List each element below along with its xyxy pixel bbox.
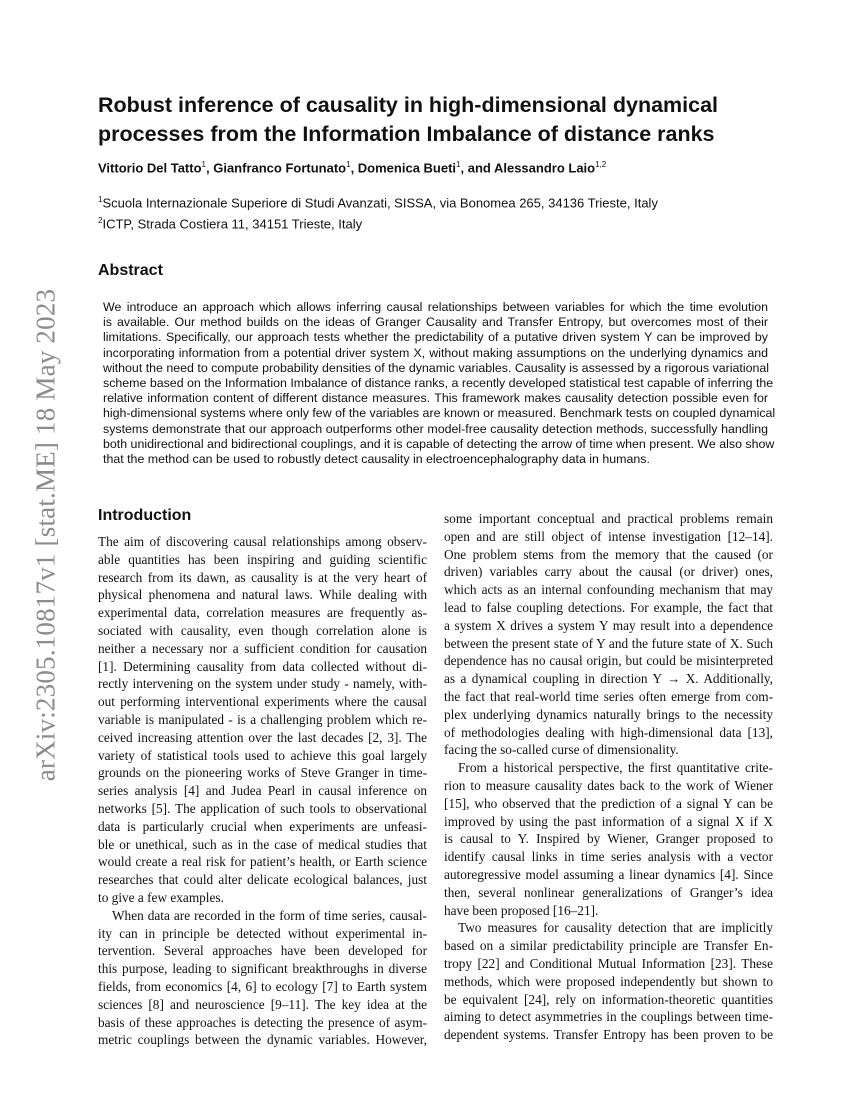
paragraph-line: research from its dawn, as causality is at the very heart of [98, 569, 427, 585]
author-affiliation-mark: 1,2 [595, 160, 607, 169]
paragraph-line: sociated with causality, even though correlation alone is [98, 622, 427, 638]
abstract-line: incorporating information from a potential driver system X, without making assumptions on the underlying dynamics and [103, 345, 768, 360]
paragraph-line: be equivalent [24], rely on information-theoretic quantities [444, 991, 773, 1007]
paragraph-line: is causal to Y. Inspired by Wiener, Granger proposed to [444, 831, 773, 847]
paragraph-line: have been proposed [16–21]. [444, 902, 599, 918]
abstract-line: scheme based on the Information Imbalance of distance ranks, a recently developed statistical test capable of inferring the [103, 376, 774, 391]
abstract-heading: Abstract [98, 262, 163, 279]
paragraph-line: a system X drives a system Y may result into a dependence [444, 617, 773, 633]
paragraph-line: improved by using the past information of a signal X if X [444, 813, 773, 829]
abstract-line: high-dimensional systems where only few of the variables are known or measured. Benchmark tests on coupled dynamical [103, 406, 776, 421]
paragraph [444, 510, 773, 759]
paragraph-line: methods, which were proposed independently but shown to [444, 973, 773, 989]
author-name: and Alessandro Laio [467, 160, 596, 176]
paragraph-line: would create a real risk for patient’s health, or Earth science [98, 854, 427, 870]
paragraph [98, 907, 427, 1049]
affiliation-list [98, 191, 778, 234]
author-list: Vittorio Del Tatto$^1$, Gianfranco Fortunato$^1$, Domenica Bueti$^1$, and Alessandro Laio$^{1,2}$ [98, 160, 607, 176]
paragraph-line: based on a similar predictability principle are Transfer En- [444, 938, 773, 954]
paragraph-line: metric couplings between the dynamic variables. However, [98, 1032, 427, 1048]
abstract-line: systems demonstrate that our approach outperforms other model-free causality detection methods, successfully handling [103, 421, 768, 436]
paragraph-line: rectly intervening on the system under study - namely, with- [98, 676, 427, 692]
author-name: Domenica Bueti [357, 160, 457, 176]
paragraph-line: sciences [8] and neuroscience [9–11]. The key idea at the [98, 996, 427, 1012]
paragraph-line: dependent systems. Transfer Entropy has been proven to be [444, 1027, 773, 1043]
paragraph [444, 759, 773, 919]
paragraph-line: One problem stems from the memory that the caused (or [444, 546, 773, 562]
paragraph-line: to give a few examples. [98, 889, 224, 905]
paragraph-line: out performing interventional experiments where the causal [98, 694, 427, 710]
paragraph [98, 533, 427, 907]
paragraph-line: physical phenomena and natural laws. While dealing with [98, 587, 427, 603]
paragraph-line: able quantities has been inspiring and guiding scientific [98, 551, 427, 567]
paragraph-line: open and are still object of intense investigation [12–14]. [444, 528, 773, 544]
affiliation-text: Scuola Internazionale Superiore di Studi Avanzati, SISSA, via Bonomea 265, 34136 Trieste, Italy [102, 195, 658, 211]
abstract-line: that the method can be used to robustly detect causality in electroencephalography data in humans. [103, 452, 650, 467]
paragraph-line: some important conceptual and practical problems remain [444, 511, 773, 526]
abstract-line: limitations. Specifically, our approach tests whether the predictability of a putative driven system Y can be improved by [103, 330, 768, 345]
paragraph-line: The aim of discovering causal relationships among observ- [98, 534, 427, 549]
arxiv-identifier-text: arXiv:2305.10817v1 [stat.ME] 18 May 2023 [30, 288, 61, 782]
paragraph-line: this purpose, leading to significant breakthroughs in diverse [98, 961, 427, 977]
paragraph-line: [15], who observed that the prediction of a signal Y can be [444, 795, 773, 811]
text-column-right [444, 510, 773, 1044]
author-affiliation-mark: 1 [201, 160, 206, 169]
paragraph-line: then, several nonlinear generalizations of Granger’s idea [444, 884, 773, 900]
arxiv-identifier [0, 0, 61, 782]
paragraph-line: fields, from economics [4, 6] to ecology [7] to Earth system [98, 978, 427, 994]
paragraph-line: as a dynamical coupling in direction Y → X. Additionally, [444, 671, 773, 687]
affiliation [98, 212, 778, 233]
paragraph-line: of methodologies dealing with high-dimensional data [13], [444, 724, 773, 740]
abstract-line: relative information content of different distance measures. This framework makes causality detection possible even for [103, 391, 768, 406]
paragraph-line: ity can in principle be detected without experimental in- [98, 925, 427, 941]
paragraph-line: ceived increasing attention over the last decades [2, 3]. The [98, 729, 427, 745]
paragraph-line: driven) variables carry about the causal (or driver) ones, [444, 564, 773, 580]
paragraph-line: identify causal links in time series analysis with a vector [444, 849, 773, 865]
author-affiliation-mark: 1 [456, 160, 461, 169]
author-name: Gianfranco Fortunato [213, 160, 347, 176]
paper-title [98, 91, 778, 149]
affiliation [98, 191, 778, 212]
affiliation-text: ICTP, Strada Costiera 11, 34151 Trieste, Italy [102, 216, 363, 232]
paragraph-line: tropy [22] and Conditional Mutual Information [23]. These [444, 955, 773, 971]
abstract-line: without the need to compute probability densities of the dynamic variables. Causality is assessed by a rigorous variational [103, 360, 770, 375]
paragraph-line: the fact that real-world time series often emerge from com- [444, 688, 773, 704]
abstract-line: We introduce an approach which allows inferring causal relationships between variables for which the time evolution [103, 300, 768, 314]
paragraph-line: networks [5]. The application of such tools to observational [98, 800, 427, 816]
paragraph-line: experimental data, correlation measures are frequently as- [98, 605, 427, 621]
paragraph-line: plex underlying dynamics naturally brings to the necessity [444, 706, 773, 722]
author-affiliation-mark: 1 [346, 160, 351, 169]
paragraph-line: From a historical perspective, the first quantitative crite- [458, 760, 773, 776]
paragraph-line: neither a necessary nor a sufficient condition for causation [98, 640, 427, 656]
abstract-body [103, 300, 776, 467]
paragraph-line: dependence has no causal origin, but could be misinterpreted [444, 653, 773, 669]
paragraph-line: basis of these approaches is detecting the presence of asym- [98, 1014, 427, 1030]
affiliation-mark: 2 [98, 216, 103, 226]
title-line: Robust inference of causality in high-dimensional dynamical [98, 93, 719, 117]
paragraph-line: lead to false coupling detections. For example, the fact that [444, 599, 773, 615]
paragraph-line: variety of statistical tools used to achieve this goal largely [98, 747, 427, 763]
paragraph-line: researches that could alter delicate ecological balances, just [98, 872, 427, 888]
paragraph-line: autoregressive model assuming a linear dynamics [4]. Since [444, 866, 773, 882]
paragraph-line: ble or unethical, such as in the case of medical studies that [98, 836, 427, 852]
paragraph-line: facing the so-called curse of dimensionality. [444, 742, 679, 758]
paragraph-line: When data are recorded in the form of time series, causal- [112, 907, 427, 923]
paragraph-line: grounds on the pioneering works of Steve Granger in time- [98, 765, 427, 781]
text-column-left [98, 533, 427, 1049]
paragraph-line: aiming to detect asymmetries in the couplings between time- [444, 1009, 773, 1025]
paragraph [444, 919, 773, 1044]
paragraph-line: rion to measure causality dates back to the work of Wiener [444, 777, 773, 793]
paragraph-line: series analysis [4] and Judea Pearl in causal inference on [98, 783, 427, 799]
paragraph-line: data is particularly crucial when experiments are unfeasi- [98, 818, 427, 834]
paragraph-line: which acts as an internal confounding mechanism that may [444, 582, 773, 598]
author-name: Vittorio Del Tatto [98, 160, 202, 176]
paragraph-line: tervention. Several approaches have been developed for [98, 943, 427, 959]
title-line: processes from the Information Imbalance of distance ranks [98, 122, 715, 146]
affiliation-mark: 1 [98, 195, 103, 204]
paragraph-line: variable is manipulated - is a challenging problem which re- [98, 711, 427, 727]
introduction-heading: Introduction [98, 507, 192, 524]
abstract-line: both unidirectional and bidirectional couplings, and it is capable of detecting the arrow of time when present. We also show [103, 436, 775, 451]
paragraph-line: between the present state of Y and the future state of X. Such [444, 635, 773, 651]
paragraph-line: Two measures for causality detection that are implicitly [458, 920, 773, 936]
paragraph-line: [1]. Determining causality from data collected without di- [98, 658, 427, 674]
abstract-line: is available. Our method builds on the ideas of Granger Causality and Transfer Entropy, but overcomes most of their [103, 315, 768, 330]
